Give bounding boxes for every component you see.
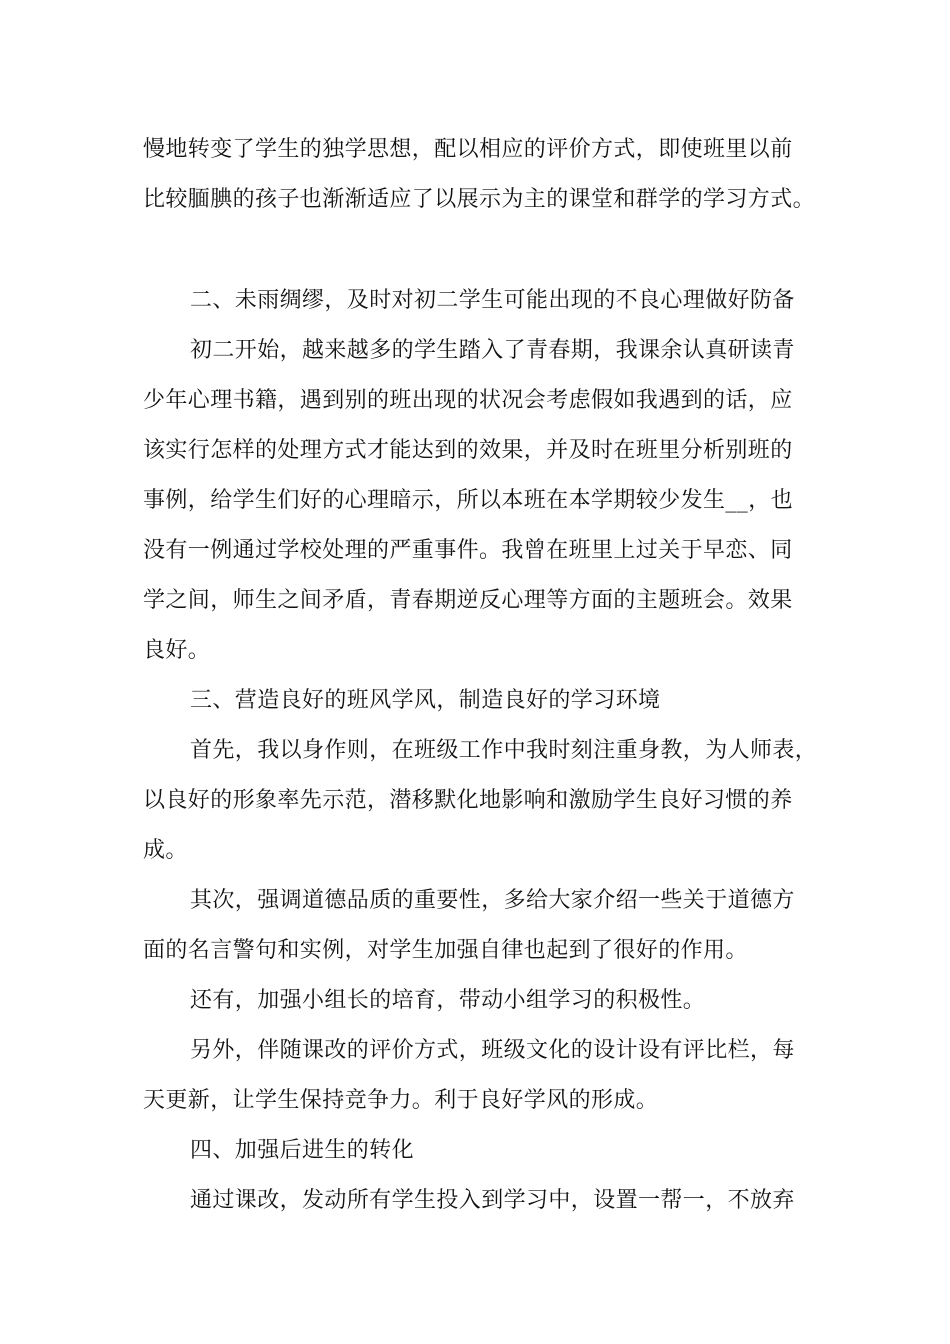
paragraph-line: 没有一例通过学校处理的严重事件。我曾在班里上过关于早恋、同 (143, 538, 793, 563)
paragraph-line: 其次，强调道德品质的重要性，多给大家介绍一些关于道德方 (190, 888, 795, 913)
paragraph-line: 首先，我以身作则，在班级工作中我时刻注重身教，为人师表， (190, 738, 818, 763)
paragraph-line: 成。 (143, 838, 188, 863)
paragraph-line: 良好。 (143, 638, 211, 663)
paragraph-line: 少年心理书籍，遇到别的班出现的状况会考虑假如我遇到的话，应 (143, 388, 793, 413)
section-heading-3: 三、营造良好的班风学风，制造良好的学习环境 (190, 688, 661, 713)
paragraph-line: 该实行怎样的处理方式才能达到的效果，并及时在班里分析别班的 (143, 438, 793, 463)
paragraph-line: 面的名言警句和实例，对学生加强自律也起到了很好的作用。 (143, 938, 748, 963)
paragraph-line: 通过课改，发动所有学生投入到学习中，设置一帮一，不放弃 (190, 1188, 795, 1213)
section-heading-4: 四、加强后进生的转化 (190, 1138, 415, 1163)
paragraph-line: 学之间，师生之间矛盾，青春期逆反心理等方面的主题班会。效果 (143, 588, 793, 613)
paragraph-line: 初二开始，越来越多的学生踏入了青春期，我课余认真研读青 (190, 338, 795, 363)
paragraph-line: 以良好的形象率先示范，潜移默化地影响和激励学生良好习惯的养 (143, 788, 793, 813)
paragraph-line: 比较腼腆的孩子也渐渐适应了以展示为主的课堂和群学的学习方式。 (143, 187, 816, 212)
section-heading-2: 二、未雨绸缪，及时对初二学生可能出现的不良心理做好防备 (190, 288, 795, 313)
paragraph-line: 还有，加强小组长的培育，带动小组学习的积极性。 (190, 988, 706, 1013)
paragraph-line: 天更新，让学生保持竞争力。利于良好学风的形成。 (143, 1088, 659, 1113)
paragraph-line: 另外，伴随课改的评价方式，班级文化的设计设有评比栏，每 (190, 1038, 795, 1063)
paragraph-line: 事例，给学生们好的心理暗示，所以本班在本学期较少发生__，也 (143, 488, 794, 513)
paragraph-line: 慢地转变了学生的独学思想，配以相应的评价方式，即使班里以前 (143, 137, 793, 162)
